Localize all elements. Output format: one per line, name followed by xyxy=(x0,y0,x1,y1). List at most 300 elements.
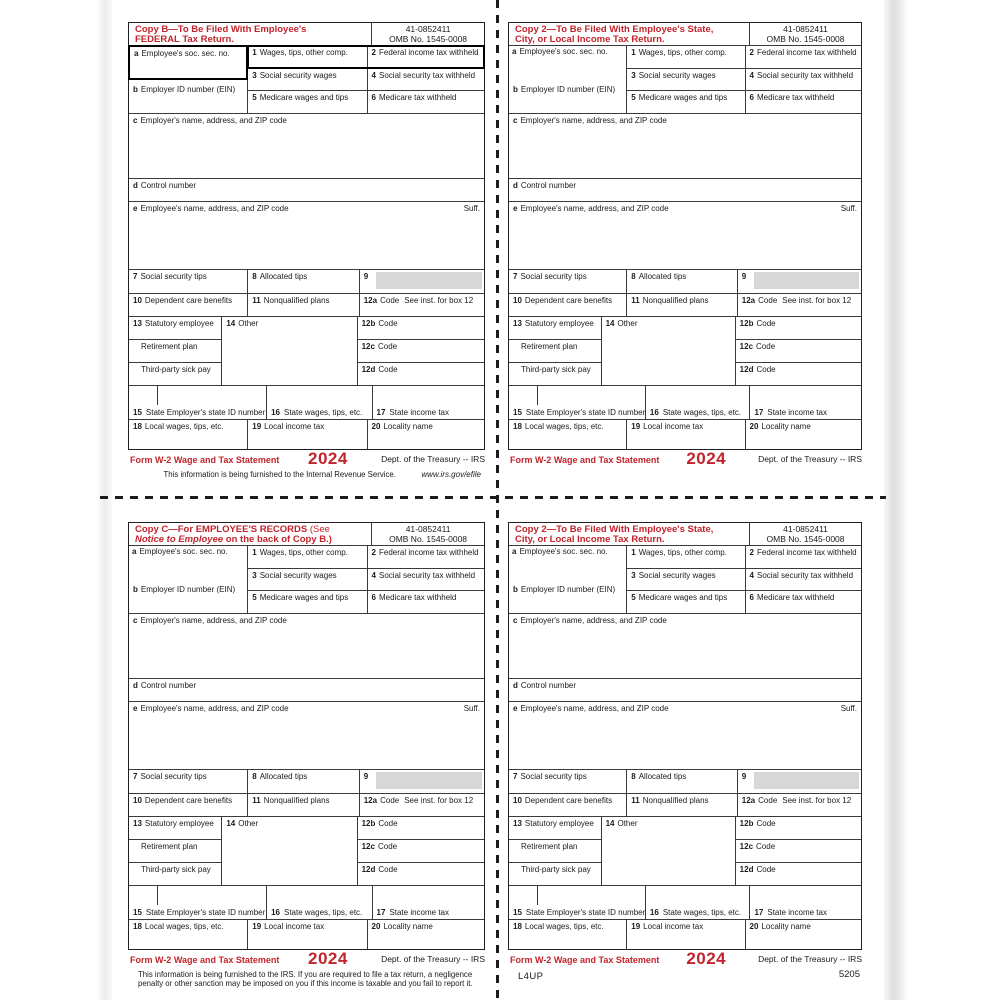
box-12d-number: 12d xyxy=(739,365,754,374)
omb-number: OMB No. 1545-0008 xyxy=(389,34,468,44)
form-border xyxy=(508,522,862,950)
box-12c-code xyxy=(736,340,861,363)
row-7-8-9 xyxy=(509,270,861,294)
row-15-16-17 xyxy=(129,886,484,920)
box-20-number: 20 xyxy=(749,922,759,931)
copy-title xyxy=(509,523,749,545)
box-11-label: Nonqualified plans xyxy=(263,296,330,305)
row-5-6 xyxy=(627,91,861,113)
box-20-locality-name xyxy=(368,920,484,949)
box-17-label: State income tax xyxy=(767,908,827,917)
boxes-a-b-1-6 xyxy=(509,46,861,114)
box-2-label: Federal income tax withheld xyxy=(756,548,857,557)
column-a-b xyxy=(129,46,248,113)
box-d-number: d xyxy=(513,681,518,690)
box-e-number: e xyxy=(513,204,518,213)
box-4-ss-tax-withheld xyxy=(368,69,484,91)
box-15-number: 15 xyxy=(133,408,142,417)
box-9-number: 9 xyxy=(741,272,747,281)
box-12c-label: Code xyxy=(756,842,776,851)
box-3-ss-wages xyxy=(627,69,745,91)
box-12b-code xyxy=(736,817,861,840)
copy-title-line2: City, or Local Income Tax Return. xyxy=(515,34,665,45)
box-5-number: 5 xyxy=(252,593,257,603)
suffix-label: Suff. xyxy=(463,204,480,213)
box-7-ss-tips xyxy=(129,770,248,793)
box-b-employer-ein xyxy=(509,583,626,594)
form-stock-code xyxy=(128,470,138,479)
box-19-label: Local income tax xyxy=(264,422,325,431)
row-13-14-12bcd xyxy=(129,317,484,386)
row-18-19-20 xyxy=(129,420,484,449)
box-12a-code xyxy=(738,294,861,316)
box-12a-label: Code xyxy=(758,296,778,305)
box-16-label: State wages, tips, etc. xyxy=(662,408,742,417)
box-19-number: 19 xyxy=(252,422,262,431)
box-14-label: Other xyxy=(238,319,259,328)
box-15-state-id xyxy=(129,386,267,419)
box-6-label: Medicare tax withheld xyxy=(756,93,835,103)
row-5-6 xyxy=(248,591,484,613)
box-c-number: c xyxy=(133,616,138,625)
irs-efile-url: www.irs.gov/efile xyxy=(421,470,481,479)
box-10-label: Dependent care benefits xyxy=(524,796,613,805)
box-12c-number: 12c xyxy=(739,842,754,851)
box-b-label: Employer ID number (EIN) xyxy=(520,85,616,94)
box-12a-label: Code xyxy=(758,796,778,805)
box-12d-code xyxy=(736,363,861,385)
box-18-number: 18 xyxy=(133,422,142,431)
box-12a-instruction: See inst. for box 12 xyxy=(404,796,474,805)
box-9-shaded xyxy=(738,770,861,793)
box-c-number: c xyxy=(513,616,518,625)
box-1-wages xyxy=(248,546,367,568)
box-12a-number: 12a xyxy=(741,796,756,805)
box-12d-label: Code xyxy=(378,365,398,374)
box-16-label: State wages, tips, etc. xyxy=(284,408,363,417)
state-abbrev-divider xyxy=(537,386,538,405)
box-c-employer-name-address xyxy=(129,614,484,679)
box-10-label: Dependent care benefits xyxy=(144,796,233,805)
box-13-label: Statutory employee xyxy=(524,819,594,828)
box-12b-label: Code xyxy=(378,819,398,828)
box-20-locality-name xyxy=(746,420,861,449)
box-12d-label: Code xyxy=(378,865,398,874)
box-13-label: Statutory employee xyxy=(144,319,214,328)
box-12d-code xyxy=(358,863,484,885)
box-5-number: 5 xyxy=(252,93,257,103)
tax-year: 2024 xyxy=(307,449,348,468)
footer-right-group xyxy=(837,970,862,981)
box-12b-number: 12b xyxy=(361,819,376,828)
box-b-number: b xyxy=(513,585,518,594)
box-c-label: Employer's name, address, and ZIP code xyxy=(520,116,667,125)
box-16-state-wages xyxy=(646,386,751,419)
box-6-label: Medicare tax withheld xyxy=(379,593,457,603)
box-13-number: 13 xyxy=(133,819,142,828)
box-7-label: Social security tips xyxy=(140,772,207,781)
box-9-shaded xyxy=(360,770,484,793)
box-4-number: 4 xyxy=(371,570,376,580)
row-10-11-12a xyxy=(129,794,484,817)
box-10-dependent-care xyxy=(129,294,248,316)
row-1-2 xyxy=(248,46,484,69)
box-13-statutory-employee xyxy=(509,317,601,340)
box-5-medicare-wages xyxy=(248,591,367,613)
box-13-retirement-plan xyxy=(509,840,601,863)
box-6-number: 6 xyxy=(371,593,376,603)
box-b-label: Employer ID number (EIN) xyxy=(140,585,236,594)
box-7-ss-tips xyxy=(509,770,627,793)
copy-title-line1: Copy B—To Be Filed With Employee's xyxy=(135,24,307,35)
box-11-label: Nonqualified plans xyxy=(263,796,330,805)
form-part-number: 5205 xyxy=(838,969,860,980)
column-1-6 xyxy=(627,546,861,613)
box-12d-number: 12d xyxy=(361,365,376,374)
box-d-number: d xyxy=(513,181,518,190)
box-15-label: State Employer's state ID number xyxy=(145,408,266,417)
row-15-16-17 xyxy=(509,886,861,920)
box-18-label: Local wages, tips, etc. xyxy=(524,922,604,931)
box-e-employee-name-address xyxy=(129,702,484,770)
box-19-local-income-tax xyxy=(627,420,745,449)
box-20-number: 20 xyxy=(749,422,759,431)
suffix-label: Suff. xyxy=(463,704,480,713)
box-a-label: Employee's soc. sec. no. xyxy=(139,547,228,556)
form-footer xyxy=(128,951,485,988)
box-b-label: Employer ID number (EIN) xyxy=(520,585,616,594)
box-8-number: 8 xyxy=(631,272,636,281)
omb-box xyxy=(749,523,861,545)
paper-right-edge xyxy=(884,0,908,1000)
box-3-ss-wages xyxy=(248,69,367,91)
box-a-label: Employee's soc. sec. no. xyxy=(519,547,608,556)
box-16-number: 16 xyxy=(649,908,659,917)
box-17-state-income-tax xyxy=(373,886,484,919)
box-e-label: Employee's name, address, and ZIP code xyxy=(140,704,289,713)
footer-line-2 xyxy=(128,970,485,988)
box-13-third-party-sick-pay xyxy=(129,863,221,885)
box-15-number: 15 xyxy=(513,408,522,417)
box-10-dependent-care xyxy=(509,794,627,816)
copy-title-line1-note: (See xyxy=(309,524,330,535)
box-13-checkboxes xyxy=(129,817,222,885)
box-d-number: d xyxy=(133,181,138,190)
box-11-label: Nonqualified plans xyxy=(642,796,709,805)
box-12a-label: Code xyxy=(380,296,400,305)
copy-title-line1: Copy 2—To Be Filed With Employee's State, xyxy=(515,524,714,535)
box-10-label: Dependent care benefits xyxy=(144,296,233,305)
form-title: Form W-2 Wage and Tax Statement xyxy=(510,955,660,965)
box-e-label: Employee's name, address, and ZIP code xyxy=(140,204,289,213)
box-b-employer-ein xyxy=(509,83,626,94)
box-b-number: b xyxy=(133,85,138,94)
copy-title xyxy=(509,23,749,45)
row-3-4 xyxy=(627,569,861,592)
box-4-number: 4 xyxy=(749,70,754,80)
box-5-label: Medicare wages and tips xyxy=(259,93,349,103)
row-18-19-20 xyxy=(509,420,861,449)
box-8-label: Allocated tips xyxy=(638,272,687,281)
column-a-b xyxy=(509,46,627,113)
box-b-employer-ein xyxy=(129,583,247,594)
footer-right-group xyxy=(858,470,862,479)
employer-ein-preprint: 41-0852411 xyxy=(783,24,828,34)
box-18-label: Local wages, tips, etc. xyxy=(144,422,224,431)
box-2-number: 2 xyxy=(371,548,376,557)
boxes-a-b-1-6 xyxy=(129,46,484,114)
box-5-medicare-wages xyxy=(627,591,745,613)
box-13-third-party-sick-pay xyxy=(129,363,221,385)
row-15-16-17 xyxy=(129,386,484,420)
box-12b-number: 12b xyxy=(361,319,376,328)
box-16-number: 16 xyxy=(271,908,280,917)
box-19-label: Local income tax xyxy=(264,922,325,931)
box-12d-label: Code xyxy=(756,865,776,874)
state-abbrev-divider xyxy=(537,886,538,905)
box-e-label: Employee's name, address, and ZIP code xyxy=(520,704,669,713)
box-11-nonqualified-plans xyxy=(627,294,738,316)
box-12a-instruction: See inst. for box 12 xyxy=(782,796,852,805)
copy-title-line1: Copy C—For EMPLOYEE'S RECORDS xyxy=(135,524,310,535)
employer-ein-preprint: 41-0852411 xyxy=(405,24,451,34)
box-7-number: 7 xyxy=(133,772,138,781)
box-8-number: 8 xyxy=(252,272,257,281)
box-5-medicare-wages xyxy=(627,91,745,113)
box-11-nonqualified-plans xyxy=(627,794,738,816)
box-14-label: Other xyxy=(617,319,638,328)
row-15-16-17 xyxy=(509,386,861,420)
treasury-dept-label: Dept. of the Treasury -- IRS xyxy=(758,954,862,964)
box-19-local-income-tax xyxy=(627,920,745,949)
form-border xyxy=(128,22,485,450)
box-e-label: Employee's name, address, and ZIP code xyxy=(520,204,669,213)
box-a-employee-ssn xyxy=(508,545,627,580)
box-15-label: State Employer's state ID number xyxy=(525,908,646,917)
box-18-local-wages xyxy=(129,420,248,449)
box-18-local-wages xyxy=(509,420,627,449)
tax-year: 2024 xyxy=(307,949,348,968)
box-e-employee-name-address xyxy=(509,202,861,270)
form-stock-code: L4UP xyxy=(518,971,544,982)
row-10-11-12a xyxy=(509,794,861,817)
box-1-number: 1 xyxy=(252,548,257,557)
copy-title-line2: FEDERAL Tax Return. xyxy=(135,34,234,45)
box-d-label: Control number xyxy=(520,181,577,190)
box-12b-code xyxy=(358,317,484,340)
box-17-state-income-tax xyxy=(373,386,484,419)
copy-title-line2-italic: Notice to Employee xyxy=(135,534,224,545)
footer-right-group xyxy=(481,970,485,988)
box-17-state-income-tax xyxy=(750,386,861,419)
box-2-federal-tax-withheld xyxy=(746,546,861,568)
box-2-federal-tax-withheld xyxy=(746,46,861,68)
box-20-label: Locality name xyxy=(383,422,433,431)
box-d-control-number xyxy=(509,679,861,702)
box-14-number: 14 xyxy=(605,319,615,328)
form-border xyxy=(508,22,862,450)
box-6-number: 6 xyxy=(371,93,376,103)
box-8-allocated-tips xyxy=(627,770,738,793)
box-19-number: 19 xyxy=(252,922,262,931)
form-footer xyxy=(508,951,862,981)
box-12b-number: 12b xyxy=(739,819,754,828)
box-17-number: 17 xyxy=(754,408,764,417)
box-13-number: 13 xyxy=(513,319,522,328)
box-11-number: 11 xyxy=(631,796,640,805)
box-12c-label: Code xyxy=(377,842,398,851)
box-18-label: Local wages, tips, etc. xyxy=(524,422,604,431)
row-18-19-20 xyxy=(129,920,484,949)
box-19-number: 19 xyxy=(631,922,641,931)
box-a-number: a xyxy=(512,547,517,556)
box-16-state-wages xyxy=(267,886,372,919)
box-e-employee-name-address xyxy=(509,702,861,770)
box-14-label: Other xyxy=(238,819,259,828)
box-11-number: 11 xyxy=(252,296,261,305)
box-12c-number: 12c xyxy=(361,342,375,351)
box-e-number: e xyxy=(133,204,138,213)
box-9-number: 9 xyxy=(363,772,369,781)
box-10-label: Dependent care benefits xyxy=(524,296,613,305)
box-c-employer-name-address xyxy=(509,114,861,179)
box-5-label: Medicare wages and tips xyxy=(638,93,728,103)
box-3-label: Social security wages xyxy=(638,70,716,80)
copy-title-line2: City, or Local Income Tax Return. xyxy=(515,534,665,545)
form-header xyxy=(509,23,861,46)
row-18-19-20 xyxy=(509,920,861,949)
footer-line-2 xyxy=(128,470,485,479)
retirement-plan-label: Retirement plan xyxy=(141,842,198,851)
column-1-6 xyxy=(248,546,484,613)
box-4-label: Social security tax withheld xyxy=(756,70,854,80)
box-12a-instruction: See inst. for box 12 xyxy=(404,296,474,305)
box-18-label: Local wages, tips, etc. xyxy=(144,922,224,931)
box-15-state-id xyxy=(129,886,267,919)
box-8-label: Allocated tips xyxy=(638,772,687,781)
form-footer xyxy=(508,451,862,479)
box-19-number: 19 xyxy=(631,422,641,431)
form-stock-code xyxy=(128,970,138,988)
row-1-2 xyxy=(627,546,861,569)
box-16-label: State wages, tips, etc. xyxy=(662,908,742,917)
box-4-ss-tax-withheld xyxy=(368,569,484,591)
third-party-sick-pay-label: Third-party sick pay xyxy=(521,365,591,374)
form-title: Form W-2 Wage and Tax Statement xyxy=(130,955,280,965)
box-18-number: 18 xyxy=(133,922,142,931)
box-7-label: Social security tips xyxy=(520,272,587,281)
box-17-label: State income tax xyxy=(389,408,450,417)
box-12c-code xyxy=(736,840,861,863)
third-party-sick-pay-label: Third-party sick pay xyxy=(141,365,211,374)
box-13-number: 13 xyxy=(133,319,142,328)
box-3-number: 3 xyxy=(631,570,636,580)
box-2-label: Federal income tax withheld xyxy=(756,48,857,57)
box-11-label: Nonqualified plans xyxy=(642,296,709,305)
box-11-number: 11 xyxy=(252,796,261,805)
box-d-control-number xyxy=(129,179,484,202)
box-12d-label: Code xyxy=(756,365,776,374)
box-12b-code xyxy=(358,817,484,840)
boxes-12b-12c-12d xyxy=(358,317,484,385)
box-20-label: Locality name xyxy=(383,922,433,931)
omb-box xyxy=(371,23,484,45)
box-17-number: 17 xyxy=(376,908,386,917)
copy-title xyxy=(129,523,371,545)
box-8-allocated-tips xyxy=(248,770,359,793)
tax-year: 2024 xyxy=(686,449,727,468)
box-4-ss-tax-withheld xyxy=(746,69,861,91)
box-16-number: 16 xyxy=(271,408,280,417)
box-8-label: Allocated tips xyxy=(259,272,308,281)
box-a-label: Employee's soc. sec. no. xyxy=(141,49,230,58)
box-8-number: 8 xyxy=(252,772,257,781)
box-8-allocated-tips xyxy=(248,270,359,293)
form-header xyxy=(129,523,484,546)
box-a-number: a xyxy=(134,49,139,58)
box-6-number: 6 xyxy=(749,593,754,603)
paper-left-edge xyxy=(96,0,112,1000)
box-12a-code xyxy=(360,794,484,816)
form-footer xyxy=(128,451,485,479)
box-c-number: c xyxy=(133,116,138,125)
box-14-other xyxy=(602,317,736,385)
row-13-14-12bcd xyxy=(509,817,861,886)
box-10-number: 10 xyxy=(513,796,522,805)
box-1-label: Wages, tips, other comp. xyxy=(259,548,348,557)
box-19-label: Local income tax xyxy=(643,422,704,431)
box-3-ss-wages xyxy=(627,569,745,591)
row-1-2 xyxy=(248,546,484,569)
box-7-ss-tips xyxy=(129,270,248,293)
treasury-dept-label: Dept. of the Treasury -- IRS xyxy=(758,454,862,464)
box-20-label: Locality name xyxy=(761,922,811,931)
box-20-number: 20 xyxy=(371,922,381,931)
box-7-label: Social security tips xyxy=(520,772,587,781)
box-18-local-wages xyxy=(509,920,627,949)
form-stock-code xyxy=(508,470,518,479)
vertical-perforation-line xyxy=(496,0,499,1000)
column-a-b xyxy=(129,546,248,613)
box-14-number: 14 xyxy=(226,319,236,328)
box-4-label: Social security tax withheld xyxy=(756,570,854,580)
box-2-label: Federal income tax withheld xyxy=(379,548,479,557)
furnishing-notice: This information is being furnished to the Internal Revenue Service. xyxy=(163,470,396,479)
box-12b-number: 12b xyxy=(739,319,754,328)
footer-line-2 xyxy=(508,970,862,981)
box-5-label: Medicare wages and tips xyxy=(259,593,349,603)
employer-ein-preprint: 41-0852411 xyxy=(405,524,451,534)
treasury-dept-label: Dept. of the Treasury -- IRS xyxy=(381,454,485,464)
box-9-number: 9 xyxy=(363,272,369,281)
box-3-number: 3 xyxy=(252,570,257,580)
box-d-label: Control number xyxy=(140,181,197,190)
box-1-number: 1 xyxy=(631,48,636,57)
box-6-medicare-tax xyxy=(746,591,861,613)
box-12c-code xyxy=(358,840,484,863)
box-12a-number: 12a xyxy=(741,296,756,305)
boxes-a-b-1-6 xyxy=(509,546,861,614)
box-5-number: 5 xyxy=(631,593,636,603)
box-14-other xyxy=(602,817,736,885)
footer-line-2 xyxy=(508,470,862,479)
box-17-label: State income tax xyxy=(767,408,827,417)
box-18-local-wages xyxy=(129,920,248,949)
omb-box xyxy=(749,23,861,45)
box-15-number: 15 xyxy=(133,908,142,917)
box-a-employee-ssn xyxy=(128,545,248,580)
footer-line-1 xyxy=(128,951,485,969)
